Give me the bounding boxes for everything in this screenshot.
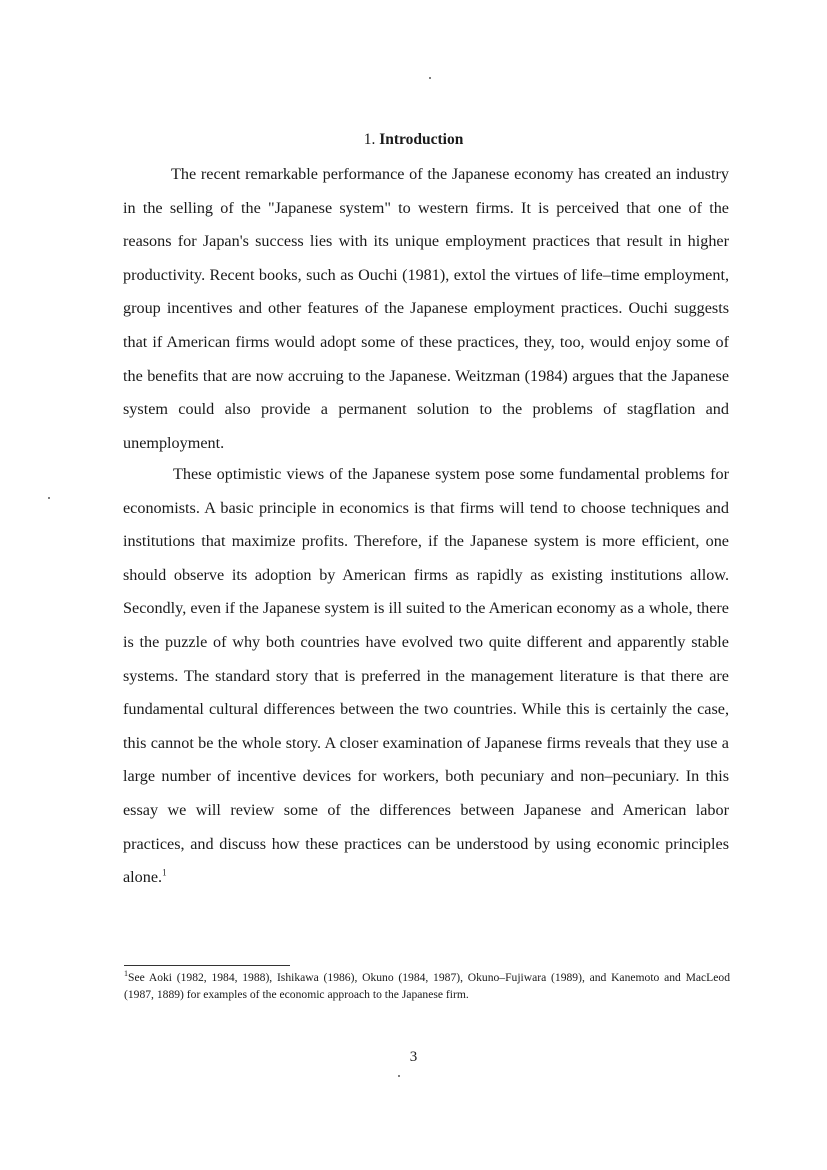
page-number: 3	[409, 1049, 418, 1065]
section-heading	[0, 131, 827, 149]
paragraph-2-text: These optimistic views of the Japanese system pose some fundamental problems for economists. A basic principle in economics is that firms will tend to choose techniques and institutions that maximize profits. Therefore, if the Japanese system is more efficient, one should observe its adoption by American firms as rapidly as existing institutions allow. Secondly, even if the Japanese system is ill suited to the American economy as a whole, there is the puzzle of why both countries have evolved two quite different and apparently stable systems. The standard story that is preferred in the management literature is that there are fundamental cultural differences between the two countries. While this is certainly the case, this cannot be the whole story. A closer examination of Japanese firms reveals that they use a large number of incentive devices for workers, both pecuniary and non–pecuniary. In this essay we will review some of the differences between Japanese and American labor practices, and discuss how these practices can be understood by using economic principles alone.	[123, 465, 729, 887]
scan-speck	[429, 77, 431, 79]
paragraph-2	[123, 458, 729, 895]
footnote-marker: 1	[124, 969, 128, 979]
section-number: 1.	[363, 131, 376, 148]
footnote-separator	[124, 965, 290, 966]
footnote	[124, 970, 730, 1003]
scan-speck	[48, 497, 50, 499]
footnote-reference[interactable]: 1	[162, 867, 167, 878]
section-title: Introduction	[379, 131, 464, 148]
paragraph-1-text: The recent remarkable performance of the Japanese economy has created an industry in the selling of the "Japanese system" to western firms. It is perceived that one of the reasons for Japan's success lies with its unique employment practices that result in higher productivity. Recent books, such as Ouchi (1981), extol the virtues of life–time employment, group incentives and other features of the Japanese employment practices. Ouchi suggests that if American firms would adopt some of these practices, they, too, would enjoy some of the benefits that are now accruing to the Japanese. Weitzman (1984) argues that the Japanese system could also provide a permanent solution to the problems of stagflation and unemployment.	[123, 165, 729, 452]
paragraph-1	[123, 158, 729, 460]
scan-speck	[398, 1075, 400, 1077]
footnote-text: See Aoki (1982, 1984, 1988), Ishikawa (1986), Okuno (1984, 1987), Okuno–Fujiwara (1989), and Kanemoto and MacLeod (1987, 1889) for examples of the economic approach to the Japanese firm.	[124, 971, 730, 1001]
